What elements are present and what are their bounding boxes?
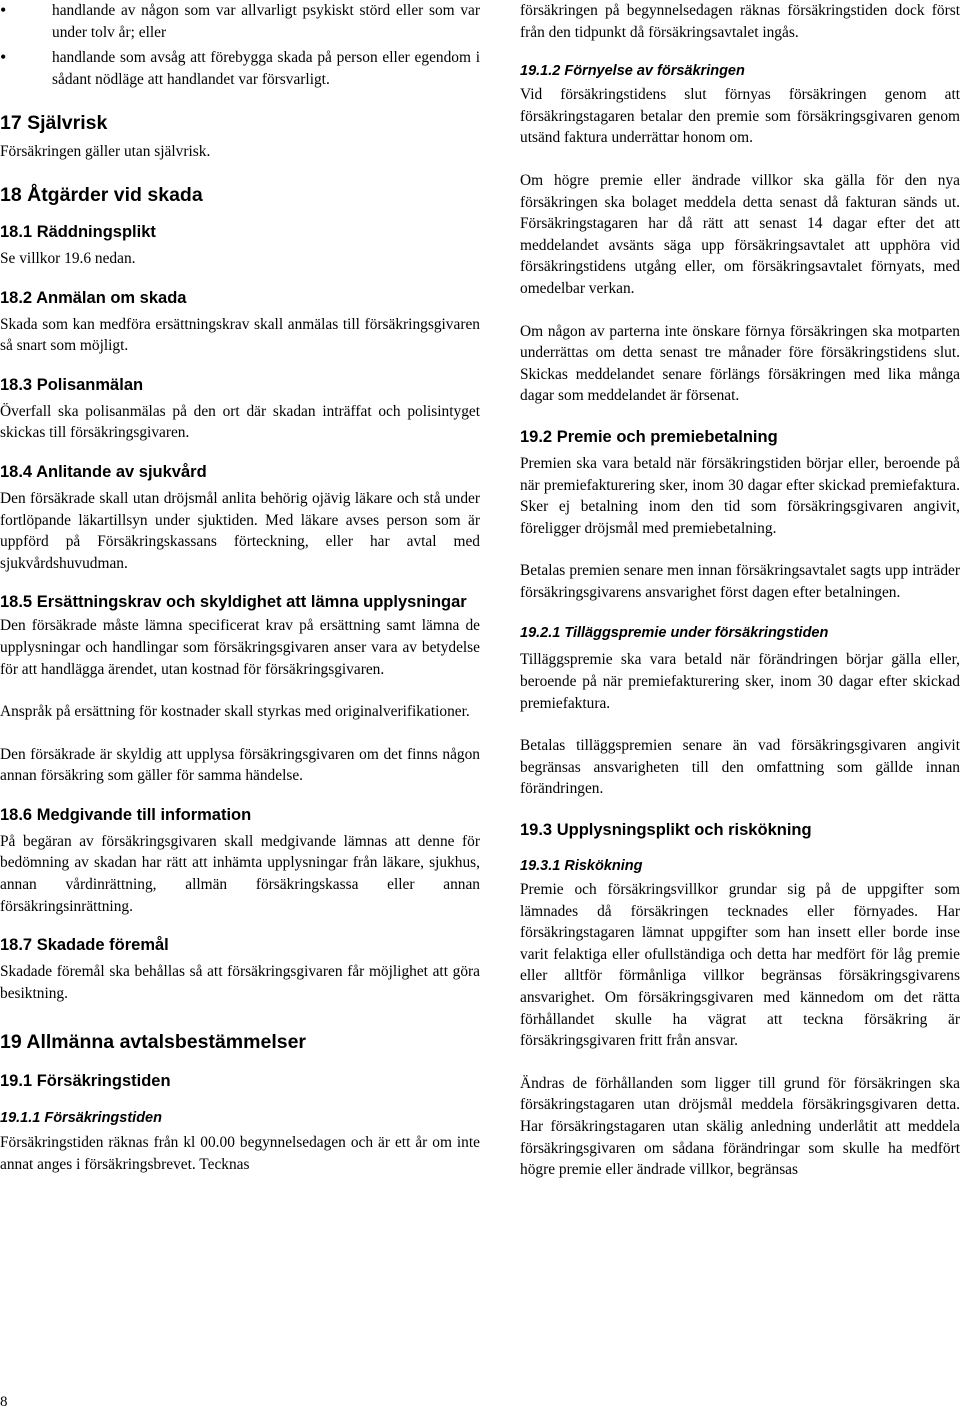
section-18-5-text-2: Anspråk på ersättning för kostnader skall styrkas med originalverifikationer. (0, 703, 470, 721)
list-item: • handlande som avsåg att förebygga skada på person eller egendom i sådant nödläge att handlandet var försvarligt. (0, 47, 480, 90)
section-19-1-2-text-2: Om högre premie eller ändrade villkor ska gälla för den nya försäkringen ska bolaget meddela detta senast då fakturan sänds ut. Försäkringstagaren har då rätt att senast 14 dagar efter det att meddelandet avsänts säga upp försäkringsavtalet att upphöra vid försäkringstidens utgång eller, om försäkringsavtalet förnyats, med omedelbar verkan. (520, 171, 960, 297)
section-18-6-text: På begäran av försäkringsgivaren skall medgivande lämnas att denne för bedömning av skadan har rätt att inhämta upplysningar från läkare, sjukhus, annan vårdinrättning, allmän försäkringskassa eller annan försäkringsinrättning. (0, 832, 480, 915)
section-17-text: Försäkringen gäller utan självrisk. (0, 143, 211, 161)
section-18-3-heading: 18.3 Polisanmälan (0, 375, 144, 394)
section-19-3-heading: 19.3 Upplysningsplikt och riskökning (520, 821, 812, 840)
section-18-4-heading: 18.4 Anlitande av sjukvård (0, 462, 207, 481)
section-19-1-1-text: Försäkringstiden räknas från kl 00.00 begynnelsedagen och är ett år om inte annat anges i försäkringsbrevet. Tecknas (0, 1134, 480, 1174)
continued-text: försäkringen på begynnelsedagen räknas försäkringstiden dock först från den tidpunkt då försäkringsavtalet ingås. (520, 2, 960, 41)
left-column (0, 0, 480, 1176)
section-18-7-heading: 18.7 Skadade föremål (0, 936, 169, 955)
section-19-2-text-2: Betalas premien senare men innan försäkringsavtalet sagts upp inträder försäkringsgivarens ansvarighet först dagen efter betalningen. (520, 562, 960, 601)
section-18-1-heading: 18.1 Räddningsplikt (0, 222, 156, 241)
right-column (520, 0, 960, 1181)
section-19-2-1-text-1: Tilläggspremie ska vara betald när förändringen börjar gälla eller, beroende på när premiefakturering sker, inom 30 dagar efter skickad premiefaktura. (520, 651, 960, 712)
section-19-2-1-heading: 19.2.1 Tilläggspremie under försäkringstiden (520, 625, 829, 642)
section-18-4-text: Den försäkrade skall utan dröjsmål anlita behörig ojävig läkare och stå under fortlöpande läkartillsyn under sjuktiden. Med läkare avses person som är uppförd på Försäkringskassans förteckning, eller har avtal med sjukvårdshuvudman. (0, 489, 480, 572)
section-18-1-text: Se villkor 19.6 nedan. (0, 249, 136, 267)
section-19-3-1-heading: 19.3.1 Riskökning (520, 858, 643, 875)
section-19-1-2-heading: 19.1.2 Förnyelse av försäkringen (520, 63, 745, 80)
section-19-heading: 19 Allmänna avtalsbestämmelser (0, 1031, 307, 1054)
section-19-2-heading: 19.2 Premie och premiebetalning (520, 427, 778, 446)
section-17-heading: 17 Självrisk (0, 112, 108, 135)
section-18-5-text-1: Den försäkrade måste lämna specificerat krav på ersättning samt lämna de upplysningar och handlingar som försäkringsgivaren anser vara av betydelse för att handlägga ärendet, utan kostnad för försäkringsgivaren. (0, 617, 480, 678)
exclusion-list (0, 0, 480, 90)
section-18-6-heading: 18.6 Medgivande till information (0, 805, 252, 824)
section-18-7-text: Skadade föremål ska behållas så att försäkringsgivaren får möjlighet att göra besiktning. (0, 963, 480, 1002)
section-19-1-2-text-3: Om någon av parterna inte önskare förnya försäkringen ska motparten underrättas om detta senast tre månader före försäkringstidens slut. Skickas meddelandet senare förlängs försäkringen med lika många dagar som meddelandet är försenat. (520, 322, 960, 405)
section-19-3-1-text-1: Premie och försäkringsvillkor grundar sig på de uppgifter som lämnades då försäkringen tecknades eller förnyades. Har försäkringstagaren lämnat uppgifter som han insett eller borde inse varit felaktiga eller ofullständiga och detta har medfört för låg premie eller alltför förmånliga villkor begränsas försäkringsgivarens ansvarighet. Om försäkringsgivaren med kännedom om det rätta förhållandet skulle ha vägrat att teckna försäkring är försäkringsgivaren fritt från ansvar. (520, 881, 960, 1050)
section-18-2-text: Skada som kan medföra ersättningskrav skall anmälas till försäkringsgivaren så snart som möjligt. (0, 315, 480, 355)
section-18-5-text-3: Den försäkrade är skyldig att upplysa försäkringsgivaren om det finns någon annan försäkring som gäller för samma händelse. (0, 745, 480, 785)
section-18-5-heading: 18.5 Ersättningskrav och skyldighet att lämna upplysningar (0, 593, 467, 612)
page-number: 8 (0, 1394, 8, 1410)
section-19-1-2-text-1: Vid försäkringstidens slut förnyas försäkringen genom att försäkringstagaren betalar den premie som försäkringsgivaren genom utsänd faktura underrättar honom om. (520, 86, 960, 147)
section-19-3-1-text-2: Ändras de förhållanden som ligger till grund för försäkringen ska försäkringstagaren utan dröjsmål meddela försäkringsgivaren detta. Har försäkringstagaren utan skälig anledning underlåtit att meddela försäkringsgivaren om sådana förändringar som skulle ha medfört högre premie eller ändrade villkor, begränsas (520, 1074, 960, 1179)
section-19-1-heading: 19.1 Försäkringstiden (0, 1072, 171, 1091)
list-item: • handlande av någon som var allvarligt psykiskt störd eller som var under tolv år; eller (0, 0, 480, 43)
section-19-2-text-1: Premien ska vara betald när försäkringstiden börjar eller, beroende på när premiefakturering sker, inom 30 dagar efter skickad premiefaktura. Sker ej betalning inom den tid som försäkringsgivaren angivit, föreligger dröjsmål med premiebetalning. (520, 454, 960, 537)
section-19-2-1-text-2: Betalas tilläggspremien senare än vad försäkringsgivaren angivit begränsas ansvarigheten till den omfattning som gällde innan förändringen. (520, 737, 960, 798)
section-18-3-text: Överfall ska polisanmälas på den ort där skadan inträffat och polisintyget skickas till försäkringsgivaren. (0, 402, 480, 442)
section-19-1-1-heading: 19.1.1 Försäkringstiden (0, 1110, 162, 1127)
section-18-heading: 18 Åtgärder vid skada (0, 183, 203, 206)
section-18-2-heading: 18.2 Anmälan om skada (0, 288, 187, 307)
